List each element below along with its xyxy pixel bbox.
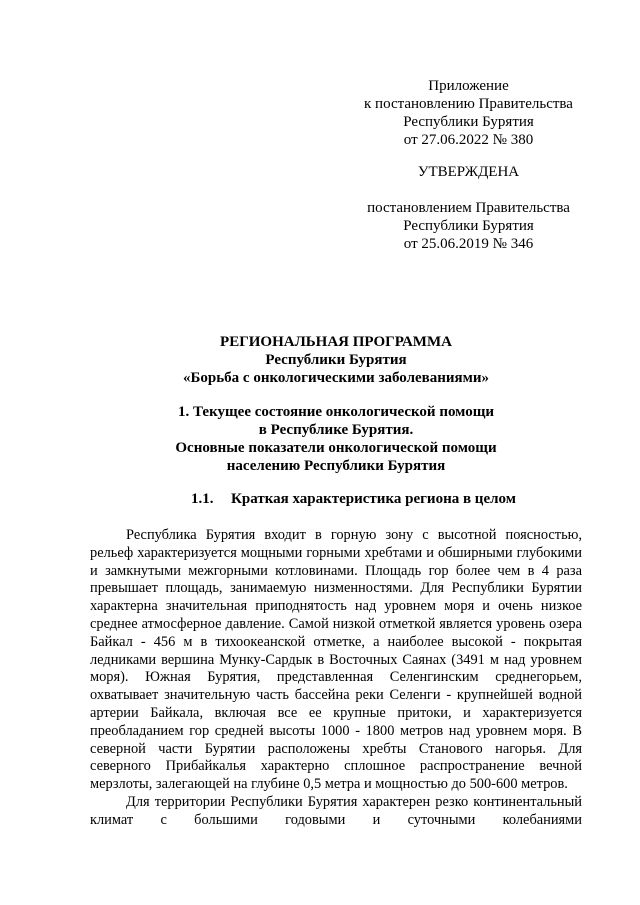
appendix-date-number: от 27.06.2022 № 380 <box>403 132 534 148</box>
approved-block <box>330 163 607 253</box>
program-name-line: «Борьба с онкологическими заболеваниями» <box>182 370 490 386</box>
subsection-title: Краткая характеристика региона в целом <box>231 491 516 507</box>
section-heading-line: 1. Текущее состояние онкологической помощи <box>178 404 494 420</box>
program-title <box>90 333 582 387</box>
subsection-heading <box>191 490 516 508</box>
program-republic-line: Республики Бурятия <box>265 352 407 368</box>
section-heading <box>90 403 582 475</box>
appendix-resolution-ref: к постановлению Правительства <box>364 96 573 112</box>
appendix-republic: Республики Бурятия <box>403 114 534 130</box>
body-text <box>90 527 582 830</box>
appendix-block <box>330 77 607 149</box>
program-title-line: РЕГИОНАЛЬНАЯ ПРОГРАММА <box>220 334 452 350</box>
section-heading-line: Основные показатели онкологической помощи <box>175 440 497 456</box>
approved-title: УТВЕРЖДЕНА <box>417 164 520 180</box>
appendix-label: Приложение <box>428 78 509 94</box>
approved-date-number: от 25.06.2019 № 346 <box>403 236 534 252</box>
section-heading-line: населению Республики Бурятия <box>226 458 446 474</box>
approved-resolution-ref: постановлением Правительства <box>367 200 570 216</box>
subsection-number: 1.1. <box>191 491 214 507</box>
section-heading-line: в Республике Бурятия. <box>258 422 414 438</box>
approved-republic: Республики Бурятия <box>403 218 534 234</box>
paragraph: Республика Бурятия входит в горную зону с высотной поясностью, рельеф характеризуется мощными горными хребтами и обширными глубокими и замкнутыми межгорными котловинами. Площадь гор более чем в 4 раза превышает площадь, занимаемую низменностями. Для Республики Бурятии характерна значительная приподнятость над уровнем моря и очень низкое среднее атмосферное давление. Самой низкой отметкой является уровень озера Байкал - 456 м в тихоокеанской отметке, а наиболее высокой - покрытая ледниками вершина Мунку-Сардык в Восточных Саянах (3491 м над уровнем моря). Южная Бурятия, представленная Селенгинским среднегорьем, охватывает значительную часть бассейна реки Селенги - крупнейшей водной артерии Байкала, включая все ее крупные притоки, и характеризуется преобладанием гор средней высоты 1000 - 1800 метров над уровнем моря. В северной части Бурятии расположены хребты Станового нагорья. Для северного Прибайкалья характерно сплошное распространение вечной мерзлоты, залегающей на глубине 0,5 метра и мощностью до 500-600 метров. <box>90 527 582 793</box>
paragraph: Для территории Республики Бурятия характерен резко континентальный климат с большими годовыми и суточными колебаниями <box>90 793 582 828</box>
